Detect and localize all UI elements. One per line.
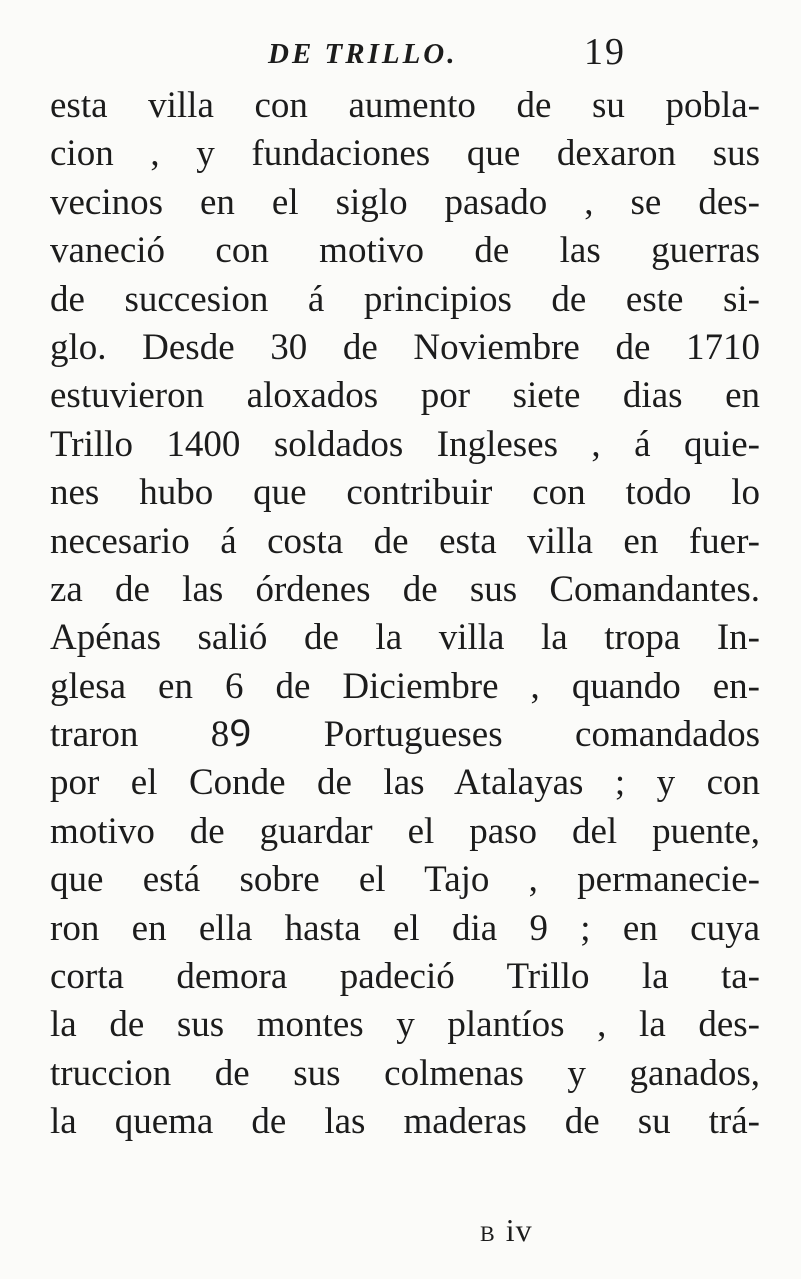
running-title: DE TRILLO.	[268, 38, 458, 70]
signature-mark	[480, 1212, 533, 1249]
text-line: motivo de guardar el paso del puente,	[50, 810, 760, 852]
text-line: glo. Desde 30 de Noviembre de 1710	[50, 326, 760, 368]
text-line: que está sobre el Tajo , permanecie-	[50, 859, 760, 901]
text-line: corta demora padeció Trillo la ta-	[50, 956, 760, 998]
text-line: cion , y fundaciones que dexaron sus	[50, 133, 760, 175]
text-line: esta villa con aumento de su pobla-	[50, 85, 760, 126]
page-footer	[0, 1212, 801, 1252]
text-line: ron en ella hasta el dia 9 ; en cuya	[50, 907, 760, 949]
text-line: truccion de sus colmenas y ganados,	[50, 1052, 760, 1094]
text-line: za de las órdenes de sus Comandantes.	[50, 568, 760, 610]
text-line: estuvieron aloxados por siete dias en	[50, 375, 760, 417]
text-line: Trillo 1400 soldados Ingleses , á quie-	[50, 423, 760, 465]
text-line: glesa en 6 de Diciembre , quando en-	[50, 665, 760, 707]
text-line: nes hubo que contribuir con todo lo	[50, 472, 760, 514]
text-line: vecinos en el siglo pasado , se des-	[50, 181, 760, 223]
text-line: la quema de las maderas de su trá-	[50, 1101, 760, 1143]
text-line: Apénas salió de la villa la tropa In-	[50, 617, 760, 659]
body-text	[50, 82, 760, 1147]
page-header	[0, 30, 801, 80]
text-line: de succesion á principios de este si-	[50, 278, 760, 320]
page-number: 19	[584, 31, 626, 73]
text-line: por el Conde de las Atalayas ; y con	[50, 762, 760, 804]
text-line: la de sus montes y plantíos , la des-	[50, 1004, 760, 1046]
signature-numeral: iv	[505, 1212, 533, 1248]
signature-letter: B	[480, 1221, 497, 1246]
text-line: traron 8Ꝯ Portugueses comandados	[50, 714, 760, 756]
text-line: necesario á costa de esta villa en fuer-	[50, 520, 760, 562]
text-line: vaneció con motivo de las guerras	[50, 230, 760, 272]
